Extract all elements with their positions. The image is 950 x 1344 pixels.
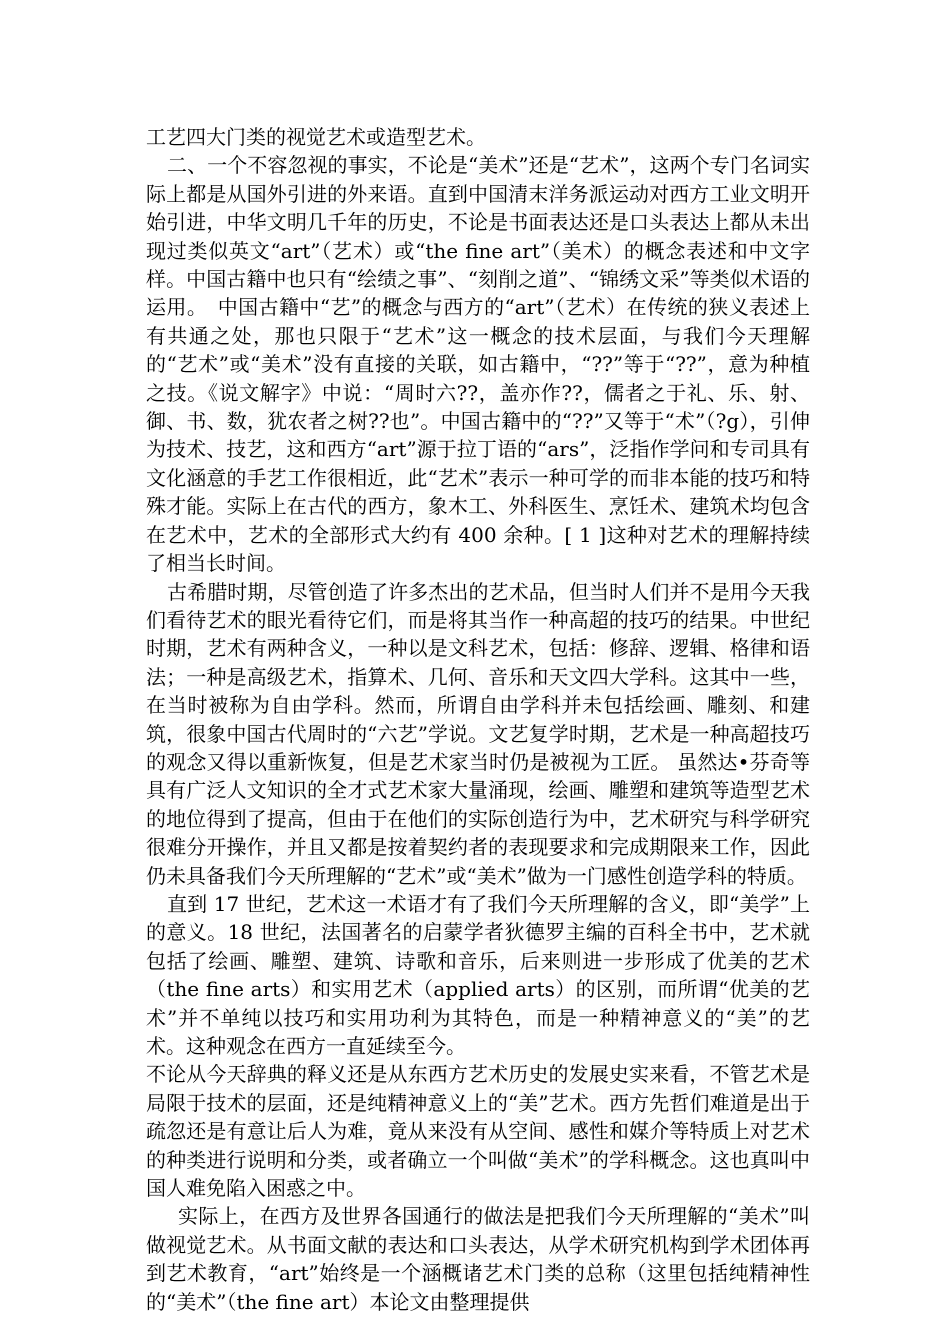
paragraph-dictionary: 不论从今天辞典的释义还是从东西方艺术历史的发展史实来看，不管艺术是局限于技术的层面，还是纯精神意义上的“美”艺术。西方先哲们难道是出于疏忽还是有意让后人为难，竟从来没有从空间、感性和媒介等特质上对艺术的种类进行说明和分类，或者确立一个叫做“美术”的学科概念。这也真叫中国人难免陷入困惑之中。: [146, 1062, 810, 1201]
paragraph-continuation: 工艺四大门类的视觉艺术或造型艺术。: [146, 125, 486, 149]
paragraph-foreign-terms: 二、一个不容忽视的事实，不论是“美术”还是“艺术”，这两个专门名词实际上都是从国外引进的外来语。直到中国清末洋务派运动对西方工业文明开始引进，中华文明几千年的历史，不论是书面表达还是口头表达上都从未出现过类似英文“art”（艺术）或“the fine art”（美术）的概念表述和中文字样。中国古籍中也只有“绘绩之事”、“刻削之道”、“锦绣文采”等类似术语的运用。 中国古籍中“艺”的概念与西方的“art”（艺术）在传统的狭义表述上有共通之处，那也只限于“艺术”这一概念的技术层面，与我们今天理解的“艺术”或“美术”没有直接的关联，如古籍中，“??”等于“??”，意为种植之技。《说文解字》中说：“周时六??，盖亦作??，儒者之于礼、乐、射、御、书、数，犹农者之树??也”。中国古籍中的“??”又等于“术”（?g），引伸为技术、技艺，这和西方“art”源于拉丁语的“ars”，泛指作学问和专司具有文化涵意的手艺工作很相近，此“艺术”表示一种可学的而非本能的技巧和特殊才能。实际上在古代的西方，象木工、外科医生、烹饪术、建筑术均包含在艺术中，艺术的全部形式大约有 400 余种。[ 1 ]这种对艺术的理解持续了相当长时间。: [146, 153, 810, 576]
paragraph-visual-art: 实际上，在西方及世界各国通行的做法是把我们今天所理解的“美术”叫做视觉艺术。从书面文献的表达和口头表达，从学术研究机构到学术团体再到艺术教育，“art”始终是一个涵概诸艺术门类的总称（这里包括纯精神性的“美术”（the fine art）本论文由整理提供: [146, 1204, 810, 1314]
paragraph-17th-century: 直到 17 世纪，艺术这一术语才有了我们今天所理解的含义，即“美学”上的意义。18 世纪，法国著名的启蒙学者狄德罗主编的百科全书中，艺术就包括了绘画、雕塑、建筑、诗歌和音乐，后来则进一步形成了优美的艺术（the fine arts）和实用艺术（applied arts）的区别，而所谓“优美的艺术”并不单纯以技巧和实用功利为其特色，而是一种精神意义的“美”的艺术。这种观念在西方一直延续至今。: [146, 891, 810, 1058]
paragraph-ancient-greece: 古希腊时期，尽管创造了许多杰出的艺术品，但当时人们并不是用今天我们看待艺术的眼光看待它们，而是将其当作一种高超的技巧的结果。中世纪时期，艺术有两种含义，一种以是文科艺术，包括：修辞、逻辑、格律和语法；一种是高级艺术，指算术、几何、音乐和天文四大学科。这其中一些，在当时被称为自由学科。然而，所谓自由学科并未包括绘画、雕刻、和建筑，很象中国古代周时的“六艺”学说。文艺复学时期，艺术是一种高超技巧的观念又得以重新恢复，但是艺术家当时仍是被视为工匠。 虽然达•芬奇等具有广泛人文知识的全才式艺术家大量涌现，绘画、雕塑和建筑等造型艺术的地位得到了提高，但由于在他们的实际创造行为中，艺术研究与科学研究很难分开操作，并且又都是按着契约者的表现要求和完成期限来工作，因此仍未具备我们今天所理解的“艺术”或“美术”做为一门感性创造学科的特质。: [146, 579, 810, 888]
document-page: [146, 123, 810, 1316]
